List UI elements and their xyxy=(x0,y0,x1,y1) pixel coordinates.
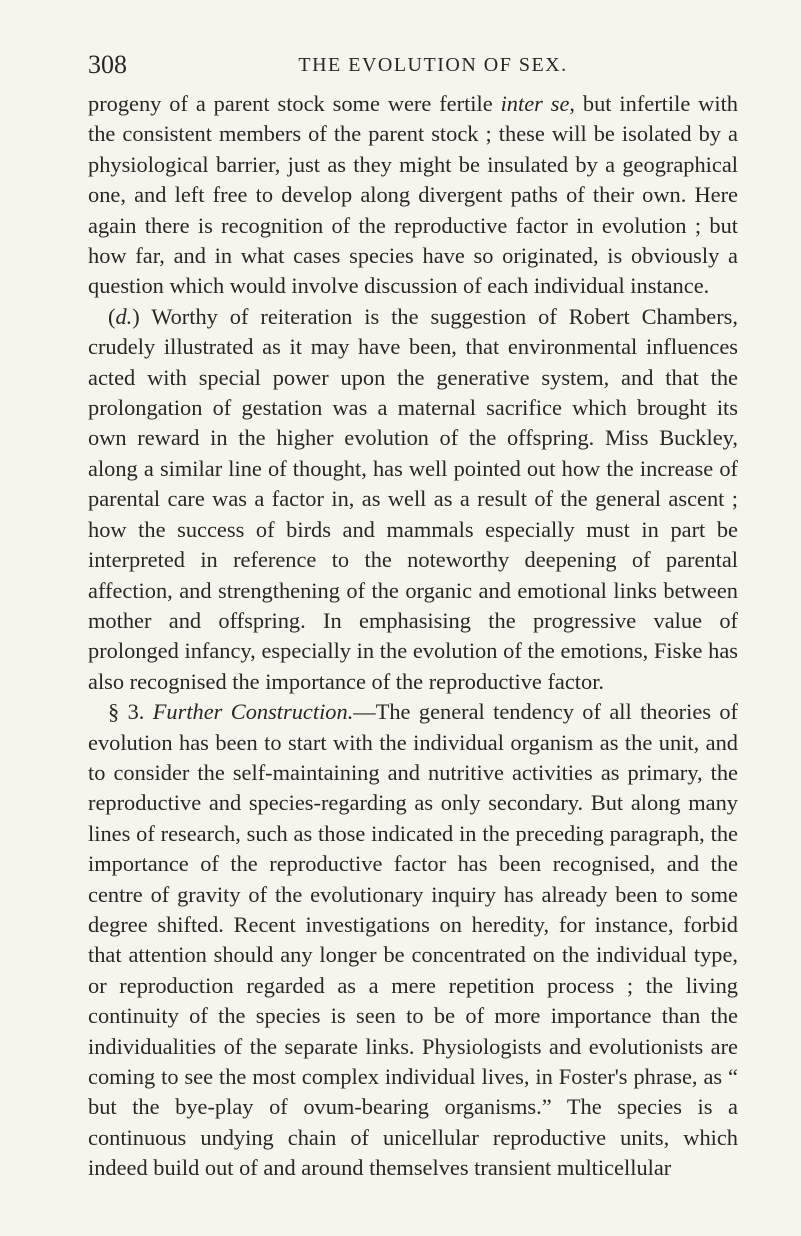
item-label: d. xyxy=(115,303,133,329)
body-text xyxy=(88,89,738,1184)
page-number: 308 xyxy=(88,50,127,79)
label-close-paren: ) xyxy=(132,303,140,329)
paragraph-d xyxy=(88,302,738,697)
paragraph-continuation xyxy=(88,89,738,302)
section-number: § 3. xyxy=(108,699,153,725)
paragraph-section-3 xyxy=(88,697,738,1184)
text-segment: Worthy of reiteration is the suggestion of Robert Chambers, crudely illustrated as it may have been, that environmental influences acted with special power upon the generative system, and that the prolongation of gestation was a maternal sacrifice which brought its own reward in the higher evolution of the offspring. Miss Buckley, along a similar line of thought, has well pointed out how the increase of parental care was a factor in, as well as a result of the general ascent ; how the success of birds and mammals especially must in part be interpreted in reference to the noteworthy deepening of parental affection, and strengthening of the organic and emotional links between mother and offspring. In emphasising the progressive value of prolonged infancy, especially in the evolution of the emotions, Fiske has also recognised the importance of the reproductive factor. xyxy=(88,303,738,694)
italic-phrase: inter se xyxy=(500,91,570,116)
section-heading: Further Construction. xyxy=(152,699,354,725)
text-segment: , but infertile with the consistent members of the parent stock ; these will be isolated by a physiological barrier, just as they might be insulated by a geographical one, and left free to develop along divergent paths of their own. Here again there is recognition of the reproductive factor in evolution ; but how far, and in what cases species have so originated, is obviously a question which would involve discussion of each individual instance. xyxy=(88,91,738,299)
text-segment: progeny of a parent stock some were fertile xyxy=(88,91,501,116)
text-segment: —The general tendency of all theories of evolution has been to start with the individual organism as the unit, and to consider the self-maintaining and nutritive activities as primary, the reproductive and species-regarding as only secondary. But along many lines of research, such as those indicated in the preceding paragraph, the importance of the reproductive factor has been recognised, and the centre of gravity of the evolutionary inquiry has already been to some degree shifted. Recent investigations on heredity, for instance, forbid that attention should any longer be concentrated on the individual type, or reproduction regarded as a mere repetition process ; the living continuity of the species is seen to be of more importance than the individualities of the separate links. Physiologists and evolutionists are coming to see the most complex individual lives, in Foster's phrase, as “ but the bye-play of ovum-bearing organisms.” The species is a continuous undying chain of unicellular reproductive units, which indeed build out of and around themselves transient multicellular xyxy=(88,699,738,1181)
page-header xyxy=(88,50,738,80)
running-head: THE EVOLUTION OF SEX. xyxy=(298,54,568,76)
label-open-paren: ( xyxy=(108,303,116,329)
